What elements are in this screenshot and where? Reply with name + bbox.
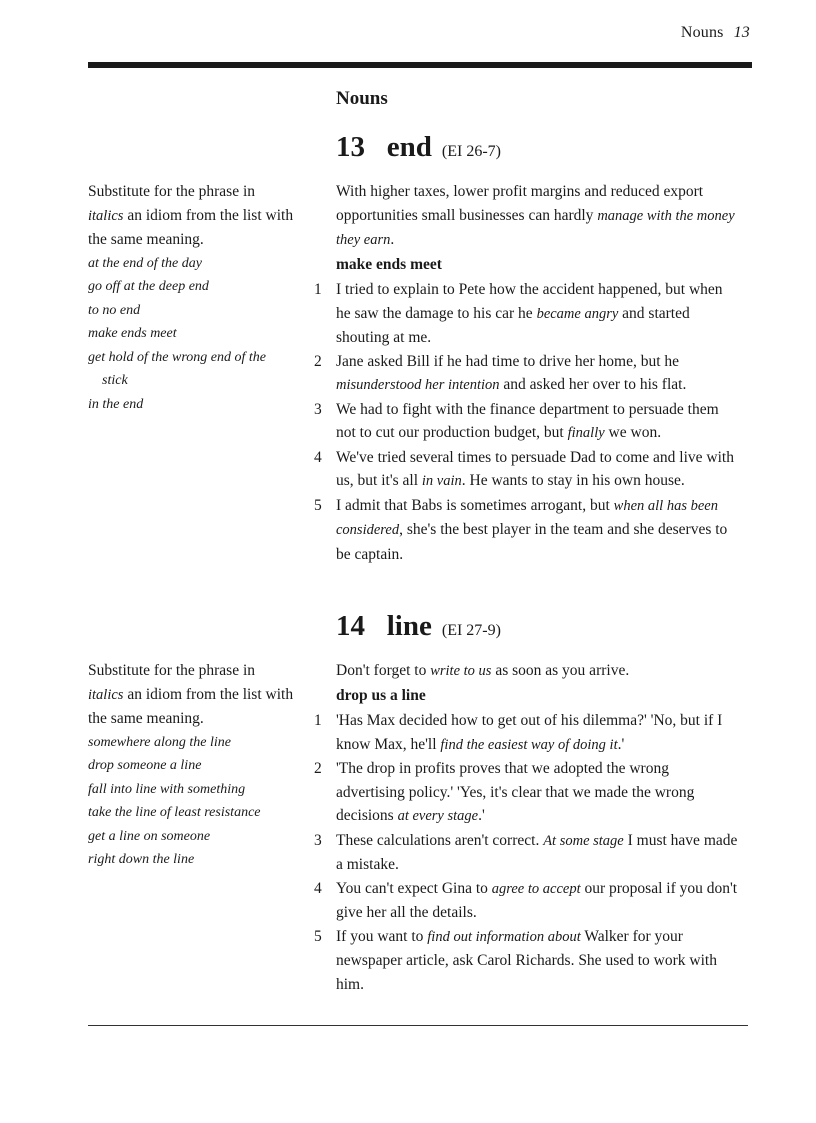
idiom-option: make ends meet	[88, 326, 177, 341]
unit-13-sidebar	[88, 180, 298, 416]
instruction-line: Substitute for the phrase in	[88, 662, 256, 679]
idiom-option-continued: stick	[102, 373, 128, 388]
idiom-option: fall into line with something	[88, 781, 246, 797]
question: 3 These calculations aren't correct. At some stage I must have made a mistake.	[336, 829, 756, 877]
page-number: 13	[733, 24, 750, 41]
question: 4 You can't expect Gina to agree to accept our proposal if you don't give her all the details.	[336, 877, 756, 925]
question-number: 3	[314, 400, 322, 418]
idiom-option: right down the line	[88, 852, 195, 867]
question-number: 2	[314, 760, 322, 777]
question-number: 5	[314, 927, 322, 945]
unit-13-exercise	[314, 180, 756, 566]
question: 5 If you want to find out information about Walker for your newspaper article, ask Carol Richards. She used to work with him.	[336, 925, 756, 997]
running-head	[681, 24, 750, 42]
idiom-option: get hold of the wrong end of the	[88, 349, 266, 365]
question-number: 1	[314, 712, 322, 729]
question: 4 We've tried several times to persuade Dad to come and live with us, but it's all in vain. He wants to stay in his own house.	[336, 446, 756, 494]
unit-14-sidebar	[88, 659, 298, 872]
question: 2 'The drop in profits proves that we adopted the wrong advertising policy.' 'Yes, it's clear that we made the wrong decisions at every stage.'	[336, 757, 756, 829]
idiom-option: take the line of least resistance	[88, 805, 261, 820]
example-line: they earn.	[336, 231, 395, 248]
instruction-line: Substitute for the phrase in	[88, 183, 256, 200]
unit-13-number: 13	[336, 131, 365, 163]
unit-14-number: 14	[336, 610, 365, 642]
unit-14-exercise	[314, 659, 756, 996]
question-number: 5	[314, 496, 322, 514]
unit-14-title	[336, 612, 501, 641]
idiom-option: get a line on someone	[88, 828, 211, 844]
question-number: 1	[314, 281, 322, 298]
idiom-option: to no end	[88, 302, 141, 318]
question-number: 2	[314, 352, 322, 370]
question-number: 3	[314, 831, 322, 849]
question: 3 We had to fight with the finance department to persuade them not to cut our production budget, but finally we won.	[336, 398, 756, 446]
question: 2 Jane asked Bill if he had time to drive her home, but he misunderstood her intention and asked her over to his flat.	[336, 350, 756, 398]
unit-14-word: line	[386, 610, 432, 642]
example-answer: make ends meet	[336, 255, 442, 273]
unit-13-ref: (EI 26-7)	[441, 143, 501, 160]
idiom-option: go off at the deep end	[88, 279, 209, 294]
instruction-line: italics an idiom from the list with	[88, 685, 294, 703]
running-head-title: Nouns	[680, 24, 724, 41]
bottom-rule	[88, 1025, 748, 1026]
unit-13-title	[336, 133, 501, 162]
instruction-line: italics an idiom from the list with	[88, 206, 294, 224]
question-number: 4	[314, 879, 322, 897]
question-number: 4	[314, 448, 322, 466]
top-rule	[88, 62, 752, 68]
example-line: With higher taxes, lower profit margins and reduced export	[336, 183, 704, 200]
idiom-option: drop someone a line	[88, 758, 202, 773]
instruction-line: the same meaning.	[88, 231, 204, 248]
unit-13-word: end	[386, 131, 432, 163]
idiom-option: somewhere along the line	[88, 734, 231, 750]
question: 1 'Has Max decided how to get out of his dilemma?' 'No, but if I know Max, he'll find the easiest way of doing it.'	[336, 709, 756, 757]
example-answer: drop us a line	[336, 686, 426, 704]
question: 5 I admit that Babs is sometimes arrogant, but when all has been considered, she's the best player in the team and she deserves to be captain.	[336, 494, 756, 567]
idiom-option: in the end	[88, 396, 144, 412]
question: 1 I tried to explain to Pete how the accident happened, but when he saw the damage to his car he became angry and started shouting at me.	[336, 278, 756, 350]
example-line: Don't forget to write to us as soon as you arrive.	[336, 662, 630, 679]
example-line: opportunities small businesses can hardly manage with the money	[336, 206, 735, 224]
instruction-line: the same meaning.	[88, 710, 204, 727]
section-label: Nouns	[336, 88, 388, 109]
idiom-option: at the end of the day	[88, 255, 202, 271]
unit-14-ref: (EI 27-9)	[441, 622, 501, 639]
